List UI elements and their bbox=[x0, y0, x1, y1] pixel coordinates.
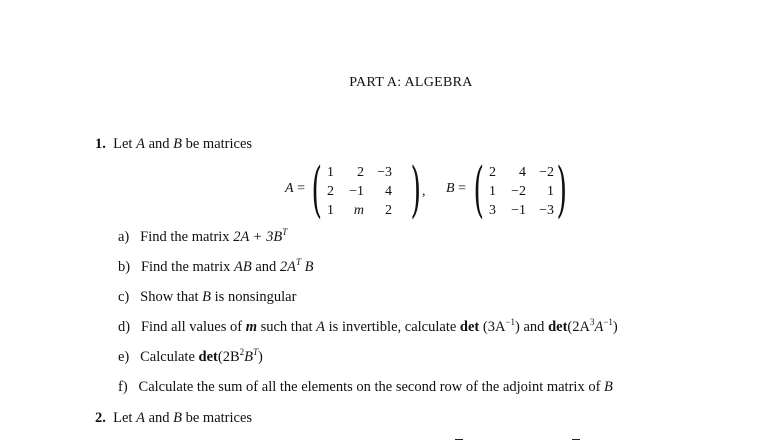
var-a: A bbox=[136, 136, 145, 152]
page-title: PART A: ALGEBRA bbox=[349, 75, 473, 90]
matrix-cell: 2 bbox=[327, 184, 334, 199]
matrix-cell: 2 bbox=[489, 165, 496, 180]
part-text: Find the matrix bbox=[140, 229, 234, 245]
var-b: B bbox=[604, 379, 613, 395]
matrix-cell: −1 bbox=[511, 203, 526, 218]
math-expression: 2A + 3B bbox=[233, 229, 283, 245]
part-marker: d) bbox=[118, 319, 131, 335]
part-marker: b) bbox=[118, 259, 131, 275]
question-2 bbox=[95, 410, 252, 427]
matrix-cell: −3 bbox=[377, 165, 392, 180]
matrix-a-left-paren: ( bbox=[311, 155, 322, 225]
matrix-cell: 2 bbox=[385, 203, 392, 218]
det-operator: det bbox=[198, 349, 218, 365]
part-marker: c) bbox=[118, 289, 130, 305]
part-d bbox=[118, 319, 618, 336]
cutoff-bracket-right bbox=[572, 439, 580, 440]
superscript: 3 bbox=[589, 317, 595, 327]
question-1 bbox=[95, 136, 252, 153]
matrix-cell: −3 bbox=[539, 203, 554, 218]
math-expression: (2A bbox=[567, 319, 590, 335]
matrix-cell: 4 bbox=[519, 165, 526, 180]
matrix-cell: 2 bbox=[357, 165, 364, 180]
question-number: 1. bbox=[95, 136, 106, 152]
math-expression: B bbox=[301, 259, 314, 275]
var-a: A bbox=[136, 410, 145, 426]
matrix-cell: 1 bbox=[489, 184, 496, 199]
matrix-a-right-paren: ) bbox=[410, 155, 421, 225]
question-text: and bbox=[144, 136, 174, 152]
question-text: be matrices bbox=[181, 136, 253, 152]
part-text: Show that bbox=[140, 289, 203, 305]
matrix-cell: m bbox=[353, 203, 364, 218]
math-expression: 2A bbox=[279, 259, 297, 275]
superscript: −1 bbox=[505, 317, 516, 327]
part-a bbox=[118, 229, 287, 246]
part-text: is nonsingular bbox=[211, 289, 297, 305]
part-marker: a) bbox=[118, 229, 130, 245]
matrix-separator: , bbox=[422, 184, 426, 199]
superscript: 2 bbox=[239, 347, 245, 357]
part-f bbox=[118, 379, 613, 396]
var-a: A bbox=[316, 319, 326, 335]
var-b: B bbox=[202, 289, 212, 305]
det-operator: det bbox=[548, 319, 568, 335]
matrix-a-label: A = bbox=[285, 181, 305, 196]
det-operator: det bbox=[459, 319, 480, 335]
part-marker: f) bbox=[118, 379, 128, 395]
math-expression: AB bbox=[234, 259, 252, 275]
matrix-cell: −2 bbox=[511, 184, 526, 199]
superscript: T bbox=[296, 257, 302, 267]
math-expression: A bbox=[594, 319, 604, 335]
matrix-cell: −2 bbox=[539, 165, 554, 180]
math-paren: ) bbox=[612, 319, 618, 335]
part-b bbox=[118, 259, 314, 276]
var-b: B bbox=[173, 136, 182, 152]
question-text: be matrices bbox=[181, 410, 253, 426]
var-m: m bbox=[245, 319, 257, 335]
part-text: and bbox=[519, 319, 549, 335]
cutoff-bracket-left bbox=[455, 439, 463, 440]
matrix-b-right-paren: ) bbox=[556, 155, 567, 225]
part-e bbox=[118, 349, 263, 366]
superscript: −1 bbox=[603, 317, 613, 327]
superscript: T bbox=[252, 347, 258, 357]
matrix-cell: 3 bbox=[489, 203, 496, 218]
var-b: B bbox=[173, 410, 182, 426]
math-expression: B bbox=[244, 349, 253, 365]
part-text: Calculate bbox=[140, 349, 199, 365]
part-text: Find the matrix bbox=[140, 259, 235, 275]
part-text: Find all values of bbox=[140, 319, 246, 335]
matrix-b-left-paren: ( bbox=[473, 155, 484, 225]
question-text: Let bbox=[113, 410, 137, 426]
math-expression: (2B bbox=[217, 349, 240, 365]
part-text: and bbox=[251, 259, 280, 275]
question-text: Let bbox=[113, 136, 137, 152]
matrix-cell: 4 bbox=[385, 184, 392, 199]
matrix-cell: −1 bbox=[349, 184, 364, 199]
matrix-b-label: B = bbox=[446, 181, 466, 196]
part-c bbox=[118, 289, 296, 306]
part-marker: e) bbox=[118, 349, 130, 365]
math-paren: ) bbox=[515, 319, 520, 335]
math-paren: ) bbox=[258, 349, 263, 365]
part-text: such that bbox=[256, 319, 317, 335]
question-text: and bbox=[144, 410, 174, 426]
part-text: Calculate the sum of all the elements on the second row of the adjoint matrix of bbox=[138, 379, 605, 395]
math-expression: (3A bbox=[479, 319, 506, 335]
matrix-cell: 1 bbox=[327, 203, 334, 218]
matrix-cell: 1 bbox=[327, 165, 334, 180]
matrix-cell: 1 bbox=[547, 184, 554, 199]
superscript: T bbox=[282, 227, 288, 237]
question-number: 2. bbox=[95, 410, 106, 426]
part-text: is invertible, calculate bbox=[325, 319, 460, 335]
